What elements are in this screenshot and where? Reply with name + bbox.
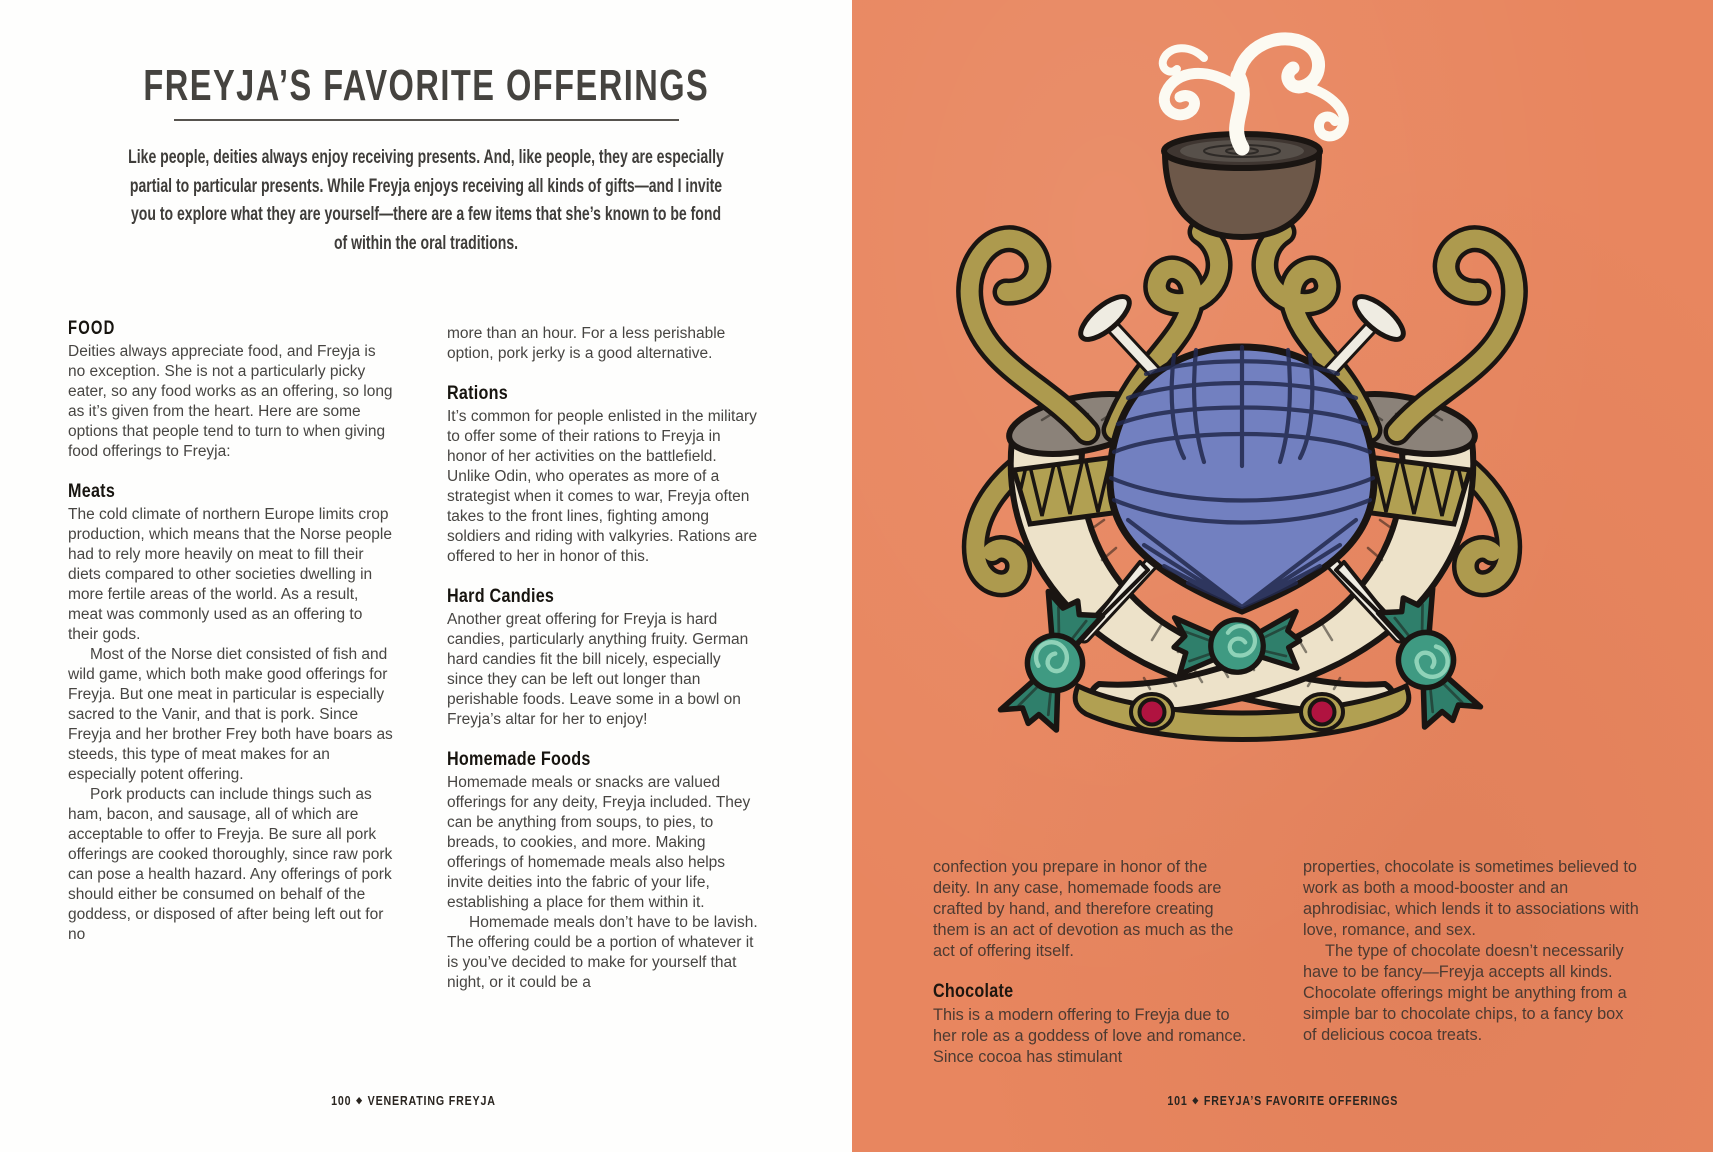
wrapped-candy-center-icon <box>1172 611 1301 675</box>
right-footer-label: FREYJA’S FAVORITE OFFERINGS <box>1203 1093 1398 1108</box>
left-page <box>0 0 852 1152</box>
meats-continued-paragraph: more than an hour. For a less perishable option, pork jerky is a good alternative. <box>447 325 726 362</box>
gem-icon <box>1140 700 1165 725</box>
meats-paragraph-3: Pork products can include things such as ham, bacon, and sausage, all of which are acceptable to offer to Freyja. Be sure all pork offerings are cooked thoroughly, since raw pork can pose a health hazard. Any offerings of pork should either be consumed on behalf of the goddess, or disposed of after being left out for no <box>68 786 393 943</box>
homemade-foods-heading: Homemade Foods <box>447 749 591 770</box>
title-underline <box>174 119 679 121</box>
left-page-footer <box>68 1093 758 1108</box>
rations-heading: Rations <box>447 383 509 404</box>
chocolate-paragraph-2: The type of chocolate doesn’t necessarily have to be fancy—Freyja accepts all kinds. Chocolate offerings might be anything from a simple bar to chocolate chips, to a fancy box of delicious cocoa treats. <box>1303 942 1627 1044</box>
meats-paragraph-1: The cold climate of northern Europe limits crop production, which means that the Norse people had to rely more heavily on meat to fill their diets compared to other societies dwelling in more fertile areas of the world. As a result, meat was commonly used as an offering to their gods. <box>68 506 392 643</box>
meats-paragraph-2: Most of the Norse diet consisted of fish and wild game, which both make good offerings for Freyja. But one meat in particular is especially sacred to the Vanir, and that is pork. Since Freyja and her brother Frey both have boars as steeds, this type of meat makes for an especially potent offering. <box>68 646 393 783</box>
homemade-paragraph-2: Homemade meals don’t have to be lavish. The offering could be a portion of whatever it is you’ve decided to make for yourself that night, or it could be a <box>447 914 758 991</box>
footer-diamond-icon: ◆ <box>1192 1095 1199 1105</box>
right-page-footer <box>852 1093 1713 1108</box>
gem-icon <box>1310 700 1335 725</box>
homemade-continued-paragraph: confection you prepare in honor of the deity. In any case, homemade foods are crafted by hand, and therefore creating them is an act of devotion as much as the act of offering itself. <box>933 858 1234 960</box>
page-title-text: FREYJA’S FAVORITE OFFERINGS <box>143 61 709 110</box>
offerings-crest-illustration <box>852 0 1713 800</box>
page-title <box>0 62 852 121</box>
left-column <box>68 318 396 945</box>
left-footer-label: VENERATING FREYJA <box>367 1093 496 1108</box>
chocolate-heading: Chocolate <box>933 981 1014 1002</box>
meats-heading: Meats <box>68 481 116 502</box>
orange-right-column <box>1303 857 1639 1046</box>
hard-candies-heading: Hard Candies <box>447 586 555 607</box>
rations-paragraph: It’s common for people enlisted in the military to offer some of their rations to Freyja in honor of her activities on the battlefield. Unlike Odin, who operates as more of a strategist when it comes to war, Freyja often takes to the front lines, fighting among soldiers and riding with valkyries. Rations are offered to her in honor of this. <box>447 408 758 565</box>
hard-candies-paragraph: Another great offering for Freyja is hard candies, particularly anything fruity. German hard candies fit the bill nicely, especially since they can be left out longer than perishable foods. Leave some in a bowl on Freyja’s altar for her to enjoy! <box>447 611 749 728</box>
food-section-heading: FOOD <box>68 318 116 339</box>
chocolate-continued-paragraph: properties, chocolate is sometimes believed to work as both a mood-booster and an aphrodisiac, which lends it to associations with love, romance, and sex. <box>1303 858 1639 939</box>
left-page-number: 100 <box>330 1093 351 1108</box>
right-page <box>852 0 1713 1152</box>
footer-diamond-icon: ◆ <box>355 1095 363 1105</box>
right-page-number: 101 <box>1167 1093 1188 1108</box>
food-paragraph: Deities always appreciate food, and Freyja is no exception. She is not a particularly picky eater, so any food works as an offering, so long as it’s given from the heart. Here are some options that people tend to turn to when giving food offerings to Freyja: <box>68 343 393 460</box>
intro-paragraph: Like people, deities always enjoy receiving presents. And, like people, they are especially partial to particular presents. While Freyja enjoys receiving all kinds of gifts—and I invite you to explore what they are yourself—there are a few items that she’s known to be fond of within the oral traditions. <box>128 146 724 254</box>
homemade-paragraph-1: Homemade meals or snacks are valued offerings for any deity, Freyja included. They can be anything from soups, to pies, to breads, to cookies, and more. Making offerings of homemade meals also helps invite deities into the fabric of your life, establishing a place for them within it. <box>447 774 751 911</box>
right-column <box>447 318 761 993</box>
chocolate-paragraph-1: This is a modern offering to Freyja due to her role as a goddess of love and romance. Since cocoa has stimulant <box>933 1006 1247 1066</box>
orange-left-column <box>933 857 1247 1068</box>
steaming-bowl-icon <box>1163 39 1344 237</box>
